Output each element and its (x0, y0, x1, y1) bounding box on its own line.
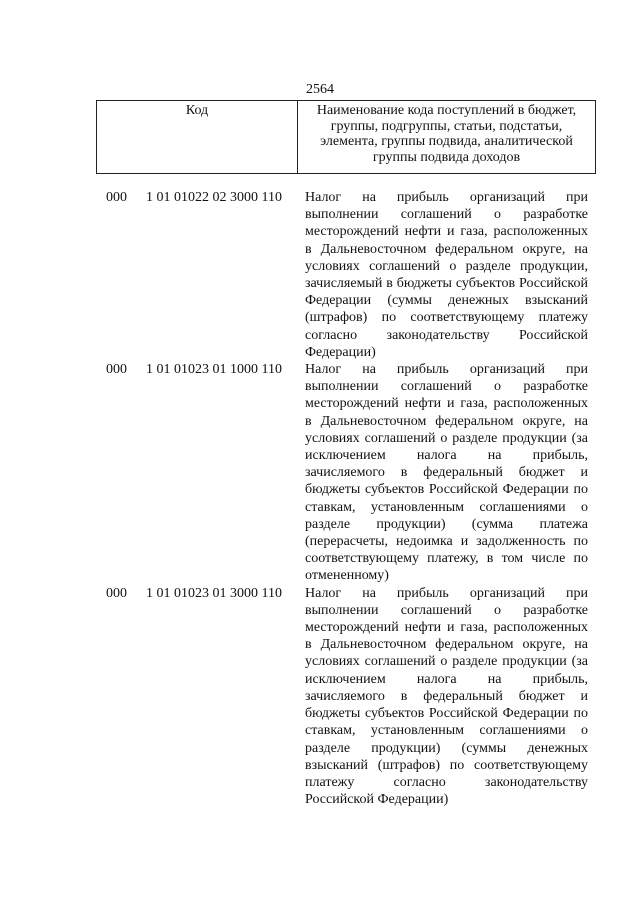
entry-group-code: 000 (106, 585, 127, 601)
entry-classification-code: 1 01 01023 01 1000 110 (146, 362, 282, 378)
entry-group-code: 000 (106, 362, 127, 378)
header-code-column: Код (97, 101, 298, 174)
entry-classification-code: 1 01 01022 02 3000 110 (146, 190, 282, 205)
entry-description: Налог на прибыль организаций при выполнении соглашений о разработке месторождений нефти и газа, расположенных в Дальневосточном федеральном округе, на условиях соглашений о разделе продукции (за исключением налога на прибыль, зачисляемого в федеральный бюджет и бюджеты субъектов Российской Федерации по ставкам, установленным соглашениями о разделе продукции) (суммы денежных взысканий (штрафов) по соответствующему платежу согласно законодательству Российской Федерации) (305, 585, 588, 808)
entry-description: Налог на прибыль организаций при выполнении соглашений о разработке месторождений нефти и газа, расположенных в Дальневосточном федеральном округе, на условиях соглашений о разделе продукции, зачисляемый в бюджеты субъектов Российской Федерации (суммы денежных взысканий (штрафов) по соответствующему платежу согласно законодательству Российской Федерации) (305, 190, 588, 360)
page-number: 2564 (306, 82, 334, 97)
list-item (0, 189, 640, 361)
entries-list (0, 189, 640, 808)
list-item (0, 585, 640, 809)
entry-group-code: 000 (106, 190, 127, 205)
header-name-column: Наименование кода поступлений в бюджет, группы, подгруппы, статьи, подстатьи, элемента, группы подвида, аналитической группы подвида доходов (298, 101, 596, 174)
entry-description: Налог на прибыль организаций при выполнении соглашений о разработке месторождений нефти и газа, расположенных в Дальневосточном федеральном округе, на условиях соглашений о разделе продукции (за исключением налога на прибыль, зачисляемого в федеральный бюджет и бюджеты субъектов Российской Федерации по ставкам, установленным соглашениями о разделе продукции) (сумма платежа (перерасчеты, недоимка и задолженность по соответствующему платежу, в том числе по отмененному) (305, 362, 588, 584)
list-item (0, 361, 640, 585)
entry-classification-code: 1 01 01023 01 3000 110 (146, 585, 282, 601)
header-table (96, 100, 596, 174)
